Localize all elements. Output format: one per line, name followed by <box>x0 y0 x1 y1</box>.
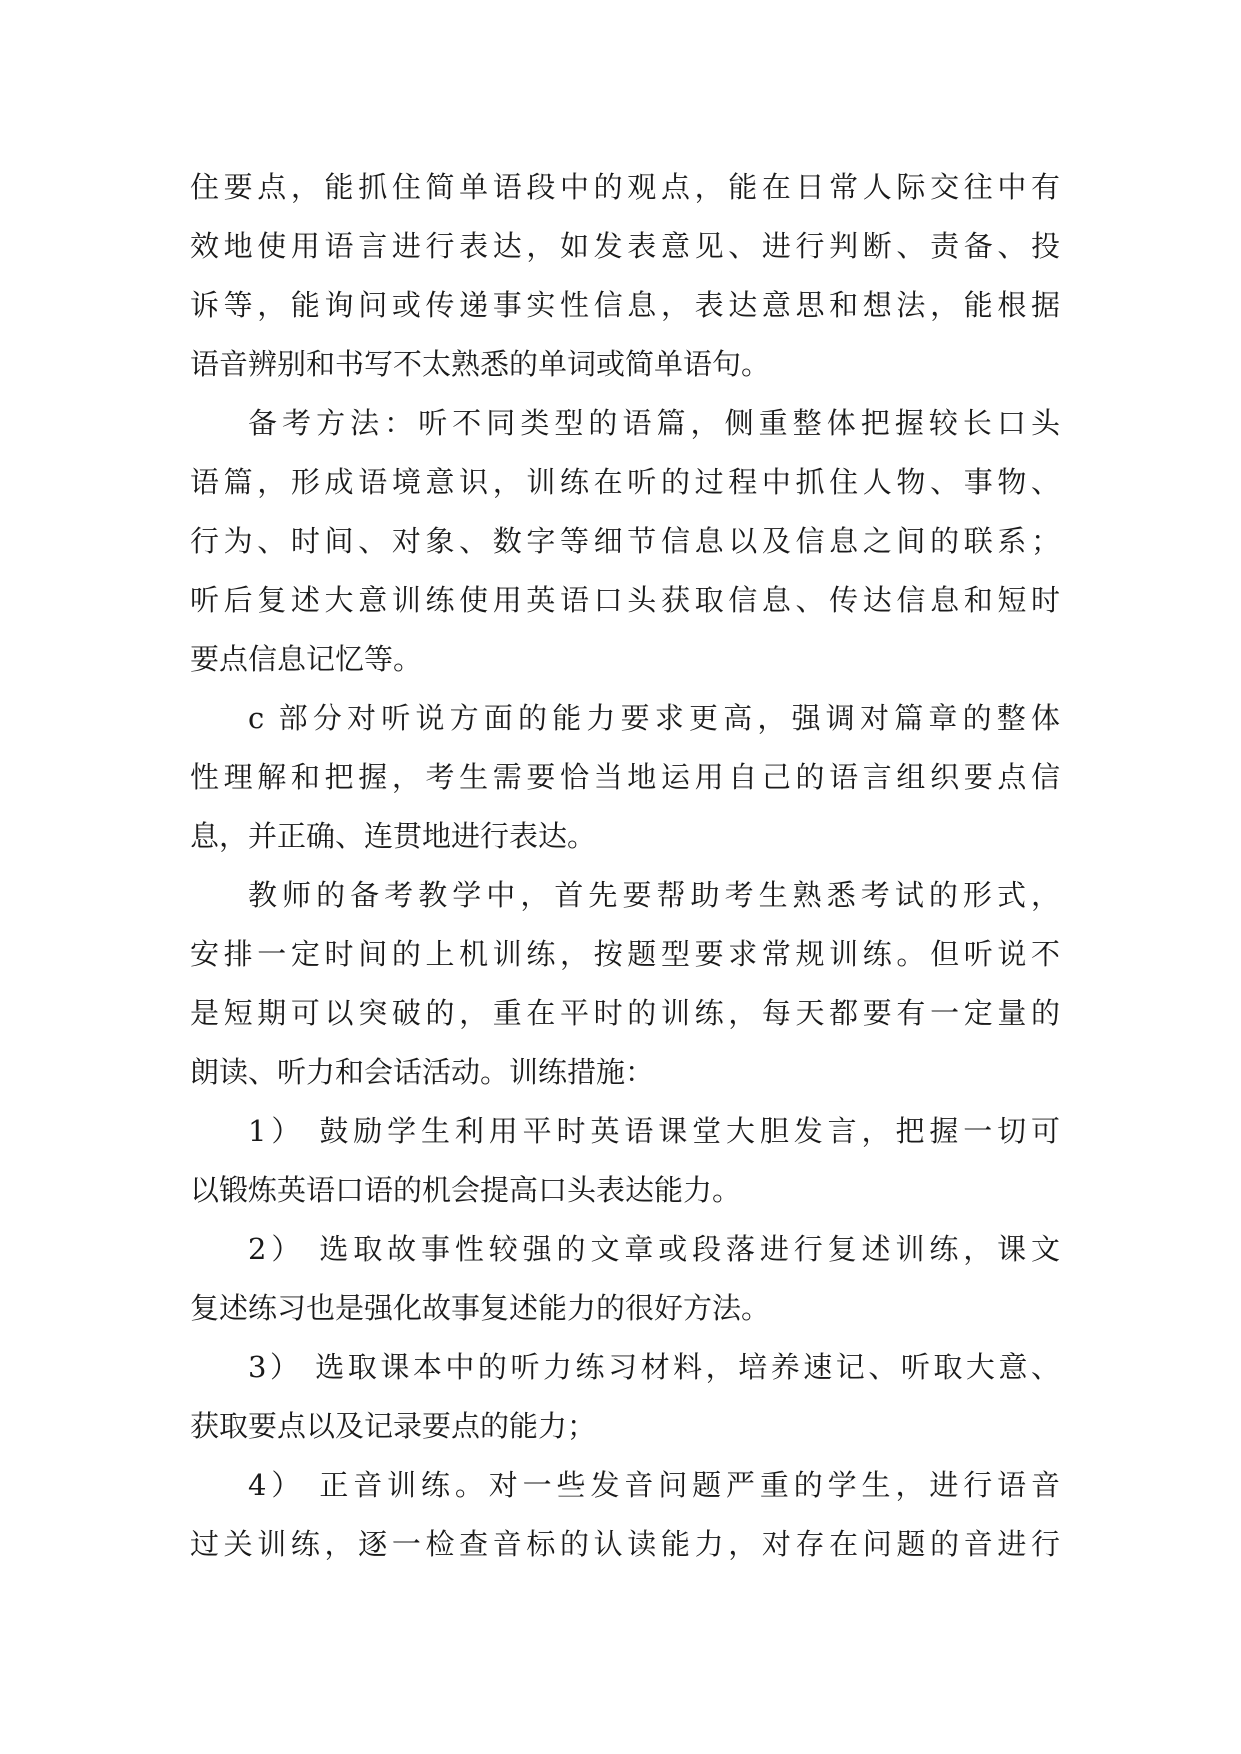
paragraph <box>190 689 1060 866</box>
paragraph <box>190 394 1060 689</box>
text-line: 备考方法：听不同类型的语篇，侧重整体把握较长口头 <box>248 406 1060 440</box>
paragraph <box>190 158 1060 394</box>
text-line: 要点信息记忆等。 <box>190 642 423 676</box>
paragraph <box>190 1338 1060 1456</box>
text-line: 3） 选取课本中的听力练习材料，培养速记、听取大意、 <box>248 1350 1060 1384</box>
text-line: 教师的备考教学中，首先要帮助考生熟悉考试的形式， <box>248 878 1060 912</box>
text-line: 安排一定时间的上机训练，按题型要求常规训练。但听说不 <box>190 937 1060 971</box>
paragraph <box>190 1220 1060 1338</box>
document-body <box>190 158 1060 1574</box>
text-line: 1） 鼓励学生利用平时英语课堂大胆发言，把握一切可 <box>248 1114 1060 1148</box>
text-line: 获取要点以及记录要点的能力； <box>190 1409 597 1443</box>
text-line: 语篇，形成语境意识，训练在听的过程中抓住人物、事物、 <box>190 465 1060 499</box>
text-line: c 部分对听说方面的能力要求更高，强调对篇章的整体 <box>248 701 1060 735</box>
text-line: 行为、时间、对象、数字等细节信息以及信息之间的联系； <box>190 524 1060 558</box>
text-line: 语音辨别和书写不太熟悉的单词或简单语句。 <box>190 347 771 381</box>
text-line: 2） 选取故事性较强的文章或段落进行复述训练，课文 <box>248 1232 1060 1266</box>
text-line: 4） 正音训练。对一些发音问题严重的学生，进行语音 <box>248 1468 1060 1502</box>
text-line: 效地使用语言进行表达，如发表意见、进行判断、责备、投 <box>190 229 1060 263</box>
paragraph <box>190 1456 1060 1574</box>
paragraph <box>190 866 1060 1102</box>
text-line: 息，并正确、连贯地进行表达。 <box>190 819 597 853</box>
text-line: 以锻炼英语口语的机会提高口头表达能力。 <box>190 1173 742 1207</box>
paragraph <box>190 1102 1060 1220</box>
text-line: 住要点，能抓住简单语段中的观点，能在日常人际交往中有 <box>190 170 1060 204</box>
text-line: 性理解和把握，考生需要恰当地运用自己的语言组织要点信 <box>190 760 1060 794</box>
text-line: 朗读、听力和会话活动。训练措施： <box>190 1055 655 1089</box>
text-line: 是短期可以突破的，重在平时的训练，每天都要有一定量的 <box>190 996 1060 1030</box>
text-line: 过关训练，逐一检查音标的认读能力，对存在问题的音进行 <box>190 1527 1060 1561</box>
text-line: 复述练习也是强化故事复述能力的很好方法。 <box>190 1291 771 1325</box>
text-line: 诉等，能询问或传递事实性信息，表达意思和想法，能根据 <box>190 288 1060 322</box>
text-line: 听后复述大意训练使用英语口头获取信息、传达信息和短时 <box>190 583 1060 617</box>
